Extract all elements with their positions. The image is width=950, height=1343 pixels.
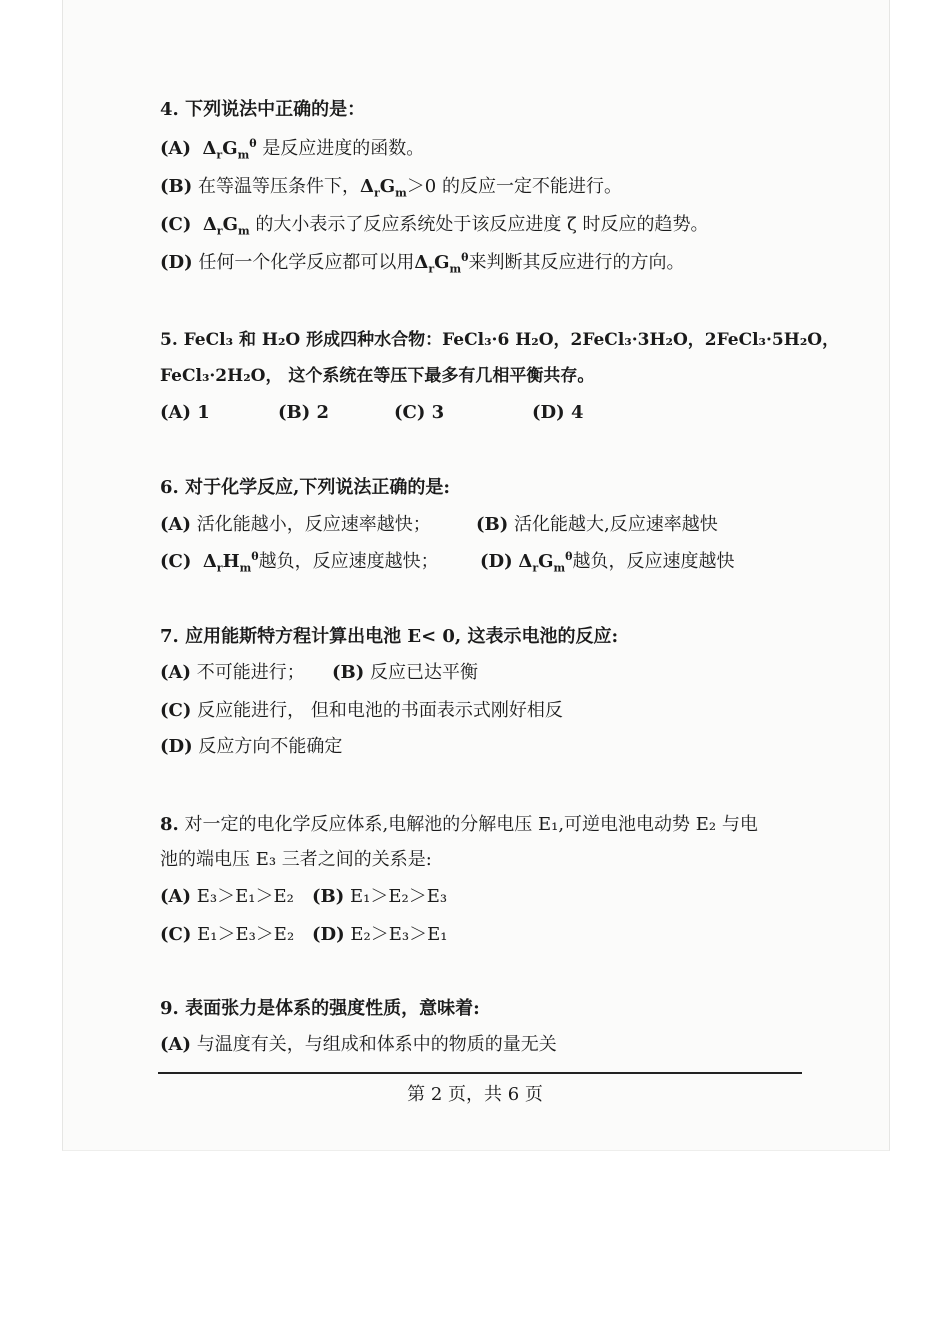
q8-options-ab [160, 885, 447, 909]
question-7 [160, 625, 618, 649]
q5-option-c: (C) 3 [394, 402, 445, 423]
option-text: 是反应进度的函数。 [262, 138, 425, 159]
question-5-cont [160, 364, 594, 388]
question-number: 9. [160, 998, 179, 1019]
formula: $\Delta_rG_m^\theta$ [414, 251, 469, 276]
page-footer: 第 2 页，共 6 页 [407, 1084, 543, 1105]
q5-option-a: (A) 1 [160, 402, 210, 423]
q4-option-a [160, 137, 424, 161]
option-label: (C) [160, 214, 192, 235]
option-text: 来判断其反应进行的方向。 [468, 252, 685, 273]
question-stem: 对于化学反应,下列说法正确的是: [185, 477, 450, 498]
q6-option-a: (A) 活化能越小，反应速率越快； [160, 514, 431, 535]
option-label: (B) [160, 176, 193, 197]
question-stem: FeCl₃·2H₂O， 这个系统在等压下最多有几相平衡共存。 [160, 366, 595, 386]
q5-option-d: (D) 4 [532, 402, 584, 423]
q5-options [160, 401, 583, 425]
question-9 [160, 997, 480, 1021]
question-stem: 对一定的电化学反应体系,电解池的分解电压 E₁,可逆电池电动势 E₂ 与电 [184, 814, 758, 835]
q8-options-cd [160, 923, 447, 947]
question-number: 6. [160, 477, 179, 498]
formula: $\Delta_rH_m^\theta$ [202, 550, 259, 575]
q8-option-c: (C) E₁＞E₃＞E₂ [160, 924, 295, 945]
q7-option-d: (D) 反应方向不能确定 [160, 736, 343, 757]
option-text: 的大小表示了反应系统处于该反应进度 ζ 时反应的趋势。 [255, 214, 709, 235]
q6-option-d: (D) $\Delta_rG_m^\theta$越负，反应速度越快 [480, 550, 735, 575]
option-text: 任何一个化学反应都可以用 [198, 252, 415, 273]
formula: $\Delta_rG_m^\theta$ [518, 550, 573, 575]
footer-divider [158, 1072, 802, 1074]
question-6 [160, 476, 450, 500]
formula: $\Delta_rG_m$ [359, 176, 407, 200]
exam-page [62, 0, 890, 1151]
q4-option-c [160, 213, 709, 237]
q8-option-b: (B) E₁＞E₂＞E₃ [312, 886, 448, 907]
option-text: 在等温等压条件下， [197, 176, 360, 197]
option-label: (A) [160, 138, 191, 159]
q7-options-ab [160, 661, 478, 685]
q5-option-b: (B) 2 [278, 402, 330, 423]
question-stem: 应用能斯特方程计算出电池 E< 0, 这表示电池的反应: [185, 626, 619, 647]
question-stem: 表面张力是体系的强度性质，意味着: [185, 998, 480, 1019]
question-stem: 下列说法中正确的是： [185, 99, 366, 120]
question-stem: 池的端电压 E₃ 三者之间的关系是: [160, 849, 432, 870]
q7-option-a: (A) 不可能进行； [160, 662, 305, 683]
q6-options-ab [160, 513, 718, 537]
q6-option-b: (B) 活化能越大,反应速率越快 [476, 514, 718, 535]
formula: $\Delta_rG_m^\theta$ [202, 137, 257, 162]
q9-option-a: (A) 与温度有关，与组成和体系中的物质的量无关 [160, 1034, 557, 1055]
formula: $\Delta_rG_m$ [202, 214, 250, 238]
question-number: 7. [160, 626, 179, 647]
question-8 [160, 813, 758, 837]
question-4 [160, 98, 365, 122]
q8-option-d: (D) E₂＞E₃＞E₁ [312, 924, 448, 945]
option-text: ＞0 的反应一定不能进行。 [406, 176, 622, 197]
q6-options-cd [160, 550, 735, 574]
option-label: (D) [160, 252, 193, 273]
q6-option-c: (C) $\Delta_rH_m^\theta$越负，反应速度越快； [160, 550, 439, 575]
question-5 [160, 328, 839, 352]
q7-option-b: (B) 反应已达平衡 [332, 662, 478, 683]
question-stem: FeCl₃ 和 H₂O 形成四种水合物：FeCl₃·6 H₂O，2FeCl₃·3H₂O，2FeCl₃·5H₂O， [183, 330, 840, 350]
q8-option-a: (A) E₃＞E₁＞E₂ [160, 886, 294, 907]
question-number: 5. [160, 330, 178, 350]
question-number: 8. [160, 814, 179, 835]
q7-option-c: (C) 反应能进行， 但和电池的书面表示式刚好相反 [160, 700, 563, 721]
question-number: 4. [160, 99, 179, 120]
q4-option-b [160, 175, 622, 199]
q4-option-d [160, 251, 685, 275]
question-8-cont [160, 848, 432, 872]
